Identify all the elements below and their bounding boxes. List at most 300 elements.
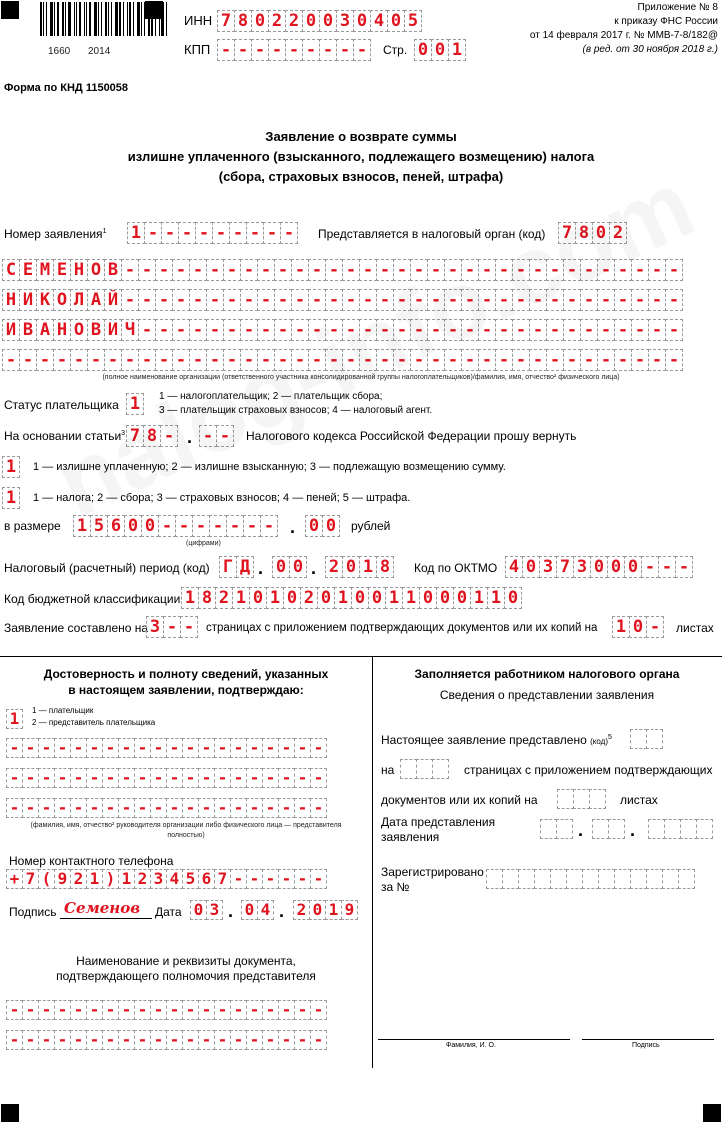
name-row-1-cell[interactable]: О [87, 259, 105, 281]
representative-name-row-3-cell[interactable]: - [6, 798, 23, 818]
registration-number-cells-cell[interactable] [646, 869, 663, 889]
name-row-1-cell[interactable]: - [478, 259, 496, 281]
name-row-3-cell[interactable]: - [291, 319, 309, 341]
name-row-2-cell[interactable]: - [376, 289, 394, 311]
name-row-2-cell[interactable]: - [597, 289, 615, 311]
oktmo-cells-cell[interactable]: - [641, 556, 659, 578]
kbk-cells-cell[interactable]: 1 [181, 587, 199, 609]
representative-name-row-3-cell[interactable]: - [278, 798, 295, 818]
kbk-cells-cell[interactable]: 0 [453, 587, 471, 609]
name-row-2-cell[interactable]: - [240, 289, 258, 311]
name-row-3-cell[interactable]: - [597, 319, 615, 341]
name-row-1-cell[interactable]: - [121, 259, 139, 281]
name-row-2-cell[interactable]: - [427, 289, 445, 311]
name-row-3-cell[interactable]: - [410, 319, 428, 341]
name-row-2-cell[interactable]: - [546, 289, 564, 311]
office-date-year-cell[interactable] [664, 819, 681, 839]
name-row-3-cell[interactable]: - [376, 319, 394, 341]
registration-number-cells-cell[interactable] [486, 869, 503, 889]
doc-row-1-cell[interactable]: - [118, 1000, 135, 1020]
pages-cells[interactable] [146, 616, 197, 638]
name-row-2-cell[interactable]: - [648, 289, 666, 311]
representative-name-row-1-cell[interactable]: - [310, 738, 327, 758]
kpp-cells-cell[interactable]: - [234, 39, 252, 61]
representative-name-row-1-cell[interactable]: - [118, 738, 135, 758]
name-row-2-cell[interactable]: Н [2, 289, 20, 311]
pages-cells-cell[interactable]: - [180, 616, 198, 638]
kbk-cells-cell[interactable]: 1 [266, 587, 284, 609]
article-cells-main-cell[interactable]: 8 [143, 425, 161, 447]
name-row-2-cell[interactable]: - [665, 289, 683, 311]
oktmo-cells[interactable] [505, 556, 692, 578]
representative-name-row-1-cell[interactable]: - [54, 738, 71, 758]
representative-name-row-2-cell[interactable]: - [38, 768, 55, 788]
phone-cells-cell[interactable]: - [230, 869, 247, 889]
name-row-2-cell[interactable]: - [138, 289, 156, 311]
kbk-cells-cell[interactable]: 0 [317, 587, 335, 609]
name-row-4-cell[interactable]: - [308, 349, 326, 371]
doc-row-2-cell[interactable]: - [86, 1030, 103, 1050]
representative-name-row-1-cell[interactable]: - [86, 738, 103, 758]
kpp-cells-cell[interactable]: - [268, 39, 286, 61]
name-row-3-cell[interactable]: - [325, 319, 343, 341]
office-pages-cells-cell[interactable] [400, 759, 417, 779]
name-row-3-cell[interactable]: - [580, 319, 598, 341]
representative-name-row-1-cell[interactable]: - [38, 738, 55, 758]
name-row-3-cell[interactable]: - [138, 319, 156, 341]
representative-name-row-3[interactable] [6, 798, 326, 818]
inn-cells-cell[interactable]: 0 [251, 10, 269, 32]
representative-name-row-3-cell[interactable]: - [118, 798, 135, 818]
name-row-4-cell[interactable]: - [87, 349, 105, 371]
doc-row-2-cell[interactable]: - [22, 1030, 39, 1050]
name-row-2-cell[interactable]: - [189, 289, 207, 311]
name-row-2-cell[interactable]: - [206, 289, 224, 311]
amount-cells-cell[interactable]: - [226, 515, 244, 537]
name-row-1-cell[interactable]: - [359, 259, 377, 281]
name-row-4-cell[interactable]: - [240, 349, 258, 371]
application-number-cells-cell[interactable]: - [178, 222, 196, 244]
representative-name-row-1-cell[interactable]: - [278, 738, 295, 758]
kbk-cells-cell[interactable]: 1 [385, 587, 403, 609]
presented-code-cells[interactable] [630, 729, 662, 749]
name-row-4-cell[interactable]: - [427, 349, 445, 371]
kbk-cells-cell[interactable]: 1 [487, 587, 505, 609]
name-row-1-cell[interactable]: Е [19, 259, 37, 281]
name-row-3-cell[interactable]: - [359, 319, 377, 341]
representative-name-row-2-cell[interactable]: - [230, 768, 247, 788]
oktmo-cells-cell[interactable]: 0 [522, 556, 540, 578]
doc-row-2-cell[interactable]: - [246, 1030, 263, 1050]
name-row-4-cell[interactable]: - [597, 349, 615, 371]
representative-name-row-1-cell[interactable]: - [102, 738, 119, 758]
name-row-1-cell[interactable]: - [376, 259, 394, 281]
representative-name-row-1-cell[interactable]: - [22, 738, 39, 758]
name-row-3-cell[interactable]: - [206, 319, 224, 341]
name-row-4-cell[interactable]: - [410, 349, 428, 371]
registration-number-cells-cell[interactable] [550, 869, 567, 889]
name-row-2-cell[interactable]: - [631, 289, 649, 311]
representative-name-row-2-cell[interactable]: - [86, 768, 103, 788]
application-number-cells-cell[interactable]: - [229, 222, 247, 244]
name-row-4-cell[interactable]: - [648, 349, 666, 371]
name-row-1-cell[interactable]: - [461, 259, 479, 281]
date-year-cells[interactable] [293, 900, 357, 920]
period-cells-year-cell[interactable]: 2 [325, 556, 343, 578]
name-row-1-cell[interactable]: - [410, 259, 428, 281]
inn-cells-cell[interactable]: 0 [302, 10, 320, 32]
doc-row-1-cell[interactable]: - [38, 1000, 55, 1020]
return-type-cell[interactable] [2, 456, 19, 478]
doc-row-1-cell[interactable]: - [246, 1000, 263, 1020]
application-number-cells-cell[interactable]: - [212, 222, 230, 244]
representative-name-row-3-cell[interactable]: - [246, 798, 263, 818]
representative-name-row-1-cell[interactable]: - [134, 738, 151, 758]
office-date-day-cell[interactable] [540, 819, 557, 839]
period-cells-type-cell[interactable]: Г [219, 556, 237, 578]
doc-row-1-cell[interactable]: - [6, 1000, 23, 1020]
amount-cells-cell[interactable]: - [175, 515, 193, 537]
name-row-3-cell[interactable]: - [631, 319, 649, 341]
phone-cells-cell[interactable]: 1 [118, 869, 135, 889]
representative-name-row-3-cell[interactable]: - [166, 798, 183, 818]
registration-number-cells-cell[interactable] [582, 869, 599, 889]
registration-number-cells-cell[interactable] [534, 869, 551, 889]
amount-kopecks-cells-cell[interactable]: 0 [305, 515, 323, 537]
representative-name-row-3-cell[interactable]: - [70, 798, 87, 818]
doc-row-2-cell[interactable]: - [38, 1030, 55, 1050]
representative-name-row-3-cell[interactable]: - [294, 798, 311, 818]
phone-cells-cell[interactable]: ( [38, 869, 55, 889]
name-row-1-cell[interactable]: - [580, 259, 598, 281]
phone-cells-cell[interactable]: 5 [182, 869, 199, 889]
name-row-1-cell[interactable]: С [2, 259, 20, 281]
inn-cells-cell[interactable]: 2 [268, 10, 286, 32]
name-row-4-cell[interactable]: - [546, 349, 564, 371]
name-row-1-cell[interactable]: - [325, 259, 343, 281]
phone-cells-cell[interactable]: + [6, 869, 23, 889]
period-cells-number[interactable] [272, 556, 306, 578]
name-row-1-cell[interactable]: - [206, 259, 224, 281]
kpp-cells[interactable] [217, 39, 370, 61]
oktmo-cells-cell[interactable]: - [675, 556, 693, 578]
application-number-cells-cell[interactable]: - [263, 222, 281, 244]
name-row-3-cell[interactable]: - [427, 319, 445, 341]
office-sheets-cells-cell[interactable] [573, 789, 590, 809]
page-cells[interactable] [414, 39, 465, 61]
date-month-cells-cell[interactable]: 4 [257, 900, 274, 920]
doc-row-2-cell[interactable]: - [294, 1030, 311, 1050]
name-row-4-cell[interactable]: - [172, 349, 190, 371]
representative-name-row-1-cell[interactable]: - [166, 738, 183, 758]
name-row-3-cell[interactable]: - [529, 319, 547, 341]
name-row-3-cell[interactable]: - [512, 319, 530, 341]
oktmo-cells-cell[interactable]: 4 [505, 556, 523, 578]
payment-type-cell[interactable] [2, 487, 19, 509]
name-row-2-cell[interactable]: - [563, 289, 581, 311]
inn-cells-cell[interactable]: 0 [353, 10, 371, 32]
amount-cells-cell[interactable]: - [260, 515, 278, 537]
doc-row-1-cell[interactable]: - [86, 1000, 103, 1020]
name-row-2-cell[interactable]: О [53, 289, 71, 311]
office-date-year[interactable] [648, 819, 712, 839]
doc-row-1-cell[interactable]: - [22, 1000, 39, 1020]
office-pages-cells-cell[interactable] [416, 759, 433, 779]
name-row-1-cell[interactable]: - [172, 259, 190, 281]
name-row-4-cell[interactable]: - [580, 349, 598, 371]
representative-name-row-1-cell[interactable]: - [6, 738, 23, 758]
representative-name-row-2-cell[interactable]: - [198, 768, 215, 788]
doc-row-1[interactable] [6, 1000, 326, 1020]
kbk-cells-cell[interactable]: 0 [351, 587, 369, 609]
name-row-2-cell[interactable]: - [155, 289, 173, 311]
name-row-3-cell[interactable]: Ч [121, 319, 139, 341]
kbk-cells-cell[interactable]: 0 [504, 587, 522, 609]
representative-name-row-3-cell[interactable]: - [230, 798, 247, 818]
kpp-cells-cell[interactable]: - [336, 39, 354, 61]
name-row-3-cell[interactable]: - [257, 319, 275, 341]
kbk-cells-cell[interactable]: 0 [249, 587, 267, 609]
name-row-2-cell[interactable]: - [495, 289, 513, 311]
phone-cells[interactable] [6, 869, 326, 889]
name-row-2-cell[interactable]: - [257, 289, 275, 311]
name-row-3-cell[interactable]: - [223, 319, 241, 341]
name-row-3-cell[interactable]: Н [53, 319, 71, 341]
name-row-4-cell[interactable]: - [461, 349, 479, 371]
inn-cells-cell[interactable]: 4 [370, 10, 388, 32]
name-row-3-cell[interactable]: - [274, 319, 292, 341]
period-cells-year[interactable] [325, 556, 393, 578]
doc-row-2-cell[interactable]: - [118, 1030, 135, 1050]
representative-name-row-1-cell[interactable]: - [214, 738, 231, 758]
representative-name-row-3-cell[interactable]: - [54, 798, 71, 818]
page-cells-cell[interactable]: 0 [414, 39, 432, 61]
application-number-cells-cell[interactable]: - [144, 222, 162, 244]
oktmo-cells-cell[interactable]: 0 [590, 556, 608, 578]
name-row-2-cell[interactable]: Й [104, 289, 122, 311]
representative-name-row-2-cell[interactable]: - [262, 768, 279, 788]
name-row-4-cell[interactable]: - [104, 349, 122, 371]
registration-number-cells-cell[interactable] [662, 869, 679, 889]
application-number-cells-cell[interactable]: - [246, 222, 264, 244]
name-row-3-cell[interactable]: - [614, 319, 632, 341]
period-cells-number-cell[interactable]: 0 [289, 556, 307, 578]
name-row-3-cell[interactable]: - [546, 319, 564, 341]
representative-name-row-2-cell[interactable]: - [102, 768, 119, 788]
phone-cells-cell[interactable]: ) [102, 869, 119, 889]
application-number-cells-cell[interactable]: - [161, 222, 179, 244]
presented-code-cells-cell[interactable] [646, 729, 663, 749]
name-row-1-cell[interactable]: - [427, 259, 445, 281]
name-row-2-cell[interactable]: - [325, 289, 343, 311]
application-number-cells-cell[interactable]: - [195, 222, 213, 244]
name-row-3-cell[interactable]: - [495, 319, 513, 341]
kbk-cells-cell[interactable]: 0 [283, 587, 301, 609]
period-cells-type[interactable] [219, 556, 253, 578]
name-row-3-cell[interactable]: - [308, 319, 326, 341]
representative-name-row-1-cell[interactable]: - [262, 738, 279, 758]
tax-authority-cells-cell[interactable]: 2 [609, 222, 627, 244]
doc-row-1-cell[interactable]: - [278, 1000, 295, 1020]
name-row-3-cell[interactable]: - [155, 319, 173, 341]
registration-number-cells-cell[interactable] [614, 869, 631, 889]
kbk-cells-cell[interactable]: 1 [402, 587, 420, 609]
amount-cells-cell[interactable]: - [158, 515, 176, 537]
name-row-4-cell[interactable]: - [376, 349, 394, 371]
doc-row-1-cell[interactable]: - [70, 1000, 87, 1020]
amount-kopecks-cells[interactable] [305, 515, 339, 537]
office-date-month-cell[interactable] [608, 819, 625, 839]
name-row-2-cell[interactable]: - [274, 289, 292, 311]
amount-cells-cell[interactable]: 0 [124, 515, 142, 537]
period-cells-type-cell[interactable]: Д [236, 556, 254, 578]
representative-name-row-3-cell[interactable]: - [214, 798, 231, 818]
amount-cells-cell[interactable]: 1 [73, 515, 91, 537]
signer-type-cell[interactable] [6, 709, 22, 729]
article-cells-part-cell[interactable]: - [199, 425, 217, 447]
representative-name-row-2-cell[interactable]: - [294, 768, 311, 788]
name-row-1-cell[interactable]: - [155, 259, 173, 281]
phone-cells-cell[interactable]: 2 [70, 869, 87, 889]
representative-name-row-2[interactable] [6, 768, 326, 788]
representative-name-row-3-cell[interactable]: - [262, 798, 279, 818]
date-day-cells-cell[interactable]: 0 [190, 900, 207, 920]
kbk-cells-cell[interactable]: 1 [232, 587, 250, 609]
name-row-2-cell[interactable]: - [308, 289, 326, 311]
doc-row-1-cell[interactable]: - [198, 1000, 215, 1020]
amount-cells-cell[interactable]: - [209, 515, 227, 537]
period-cells-year-cell[interactable]: 1 [359, 556, 377, 578]
name-row-4-cell[interactable]: - [631, 349, 649, 371]
representative-name-row-2-cell[interactable]: - [310, 768, 327, 788]
inn-cells-cell[interactable]: 0 [387, 10, 405, 32]
status-cell-cell[interactable]: 1 [126, 393, 144, 415]
phone-cells-cell[interactable]: 4 [166, 869, 183, 889]
office-date-day[interactable] [540, 819, 572, 839]
kpp-cells-cell[interactable]: - [251, 39, 269, 61]
name-row-4-cell[interactable]: - [223, 349, 241, 371]
registration-number-cells-cell[interactable] [598, 869, 615, 889]
name-row-1-cell[interactable]: - [393, 259, 411, 281]
doc-row-2-cell[interactable]: - [54, 1030, 71, 1050]
office-pages-cells-cell[interactable] [432, 759, 449, 779]
amount-cells-cell[interactable]: - [243, 515, 261, 537]
name-row-2-cell[interactable]: - [172, 289, 190, 311]
name-row-4-cell[interactable]: - [444, 349, 462, 371]
phone-cells-cell[interactable]: - [262, 869, 279, 889]
inn-cells-cell[interactable]: 3 [336, 10, 354, 32]
name-row-1-cell[interactable]: - [291, 259, 309, 281]
name-row-1-cell[interactable]: - [495, 259, 513, 281]
name-row-1-cell[interactable]: - [648, 259, 666, 281]
name-row-4-cell[interactable]: - [155, 349, 173, 371]
name-row-2-cell[interactable]: - [461, 289, 479, 311]
oktmo-cells-cell[interactable]: 0 [607, 556, 625, 578]
inn-cells-cell[interactable]: 8 [234, 10, 252, 32]
representative-name-row-2-cell[interactable]: - [6, 768, 23, 788]
date-year-cells-cell[interactable]: 2 [293, 900, 310, 920]
phone-cells-cell[interactable]: - [278, 869, 295, 889]
name-row-4-cell[interactable]: - [121, 349, 139, 371]
application-number-cells[interactable] [127, 222, 297, 244]
sheets-cells-cell[interactable]: - [646, 616, 664, 638]
name-row-1-cell[interactable]: М [36, 259, 54, 281]
name-row-2-cell[interactable]: - [359, 289, 377, 311]
name-row-1-cell[interactable]: - [240, 259, 258, 281]
representative-name-row-2-cell[interactable]: - [278, 768, 295, 788]
oktmo-cells-cell[interactable]: 3 [573, 556, 591, 578]
name-row-1-cell[interactable]: - [597, 259, 615, 281]
doc-row-2-cell[interactable]: - [102, 1030, 119, 1050]
representative-name-row-1-cell[interactable]: - [294, 738, 311, 758]
name-row-4-cell[interactable]: - [206, 349, 224, 371]
name-row-2-cell[interactable]: - [529, 289, 547, 311]
doc-row-2-cell[interactable]: - [70, 1030, 87, 1050]
doc-row-1-cell[interactable]: - [166, 1000, 183, 1020]
kbk-cells-cell[interactable]: 0 [368, 587, 386, 609]
name-row-4-cell[interactable]: - [189, 349, 207, 371]
representative-name-row-3-cell[interactable]: - [198, 798, 215, 818]
name-row-2-cell[interactable]: К [36, 289, 54, 311]
representative-name-row-1-cell[interactable]: - [230, 738, 247, 758]
representative-name-row-2-cell[interactable]: - [166, 768, 183, 788]
inn-cells[interactable] [217, 10, 421, 32]
name-row-1-cell[interactable]: - [189, 259, 207, 281]
doc-row-1-cell[interactable]: - [230, 1000, 247, 1020]
doc-row-2-cell[interactable]: - [134, 1030, 151, 1050]
doc-row-2-cell[interactable]: - [278, 1030, 295, 1050]
name-row-3-cell[interactable]: В [87, 319, 105, 341]
name-row-4-cell[interactable]: - [291, 349, 309, 371]
period-cells-year-cell[interactable]: 8 [376, 556, 394, 578]
name-row-1-cell[interactable]: - [614, 259, 632, 281]
name-row-3-cell[interactable]: - [648, 319, 666, 341]
name-row-1-cell[interactable]: - [563, 259, 581, 281]
name-row-1-cell[interactable]: - [257, 259, 275, 281]
representative-name-row-3-cell[interactable]: - [86, 798, 103, 818]
representative-name-row-1-cell[interactable]: - [198, 738, 215, 758]
date-year-cells-cell[interactable]: 1 [325, 900, 342, 920]
name-row-4-cell[interactable]: - [53, 349, 71, 371]
representative-name-row-3-cell[interactable]: - [182, 798, 199, 818]
registration-number-cells[interactable] [486, 869, 694, 889]
name-row-4-cell[interactable]: - [274, 349, 292, 371]
doc-row-2-cell[interactable]: - [310, 1030, 327, 1050]
name-row-2-cell[interactable]: - [478, 289, 496, 311]
kpp-cells-cell[interactable]: - [285, 39, 303, 61]
doc-row-1-cell[interactable]: - [262, 1000, 279, 1020]
name-row-1-cell[interactable]: - [342, 259, 360, 281]
phone-cells-cell[interactable]: 6 [198, 869, 215, 889]
name-row-4-cell[interactable]: - [257, 349, 275, 371]
sheets-cells-cell[interactable]: 1 [612, 616, 630, 638]
name-row-4-cell[interactable]: - [512, 349, 530, 371]
name-row-4-cell[interactable]: - [393, 349, 411, 371]
amount-cells-cell[interactable]: 0 [141, 515, 159, 537]
phone-cells-cell[interactable]: - [294, 869, 311, 889]
name-row-3-cell[interactable]: - [172, 319, 190, 341]
representative-name-row-3-cell[interactable]: - [102, 798, 119, 818]
tax-authority-cells-cell[interactable]: 8 [575, 222, 593, 244]
name-row-2-cell[interactable]: - [512, 289, 530, 311]
name-row-4-cell[interactable]: - [665, 349, 683, 371]
kbk-cells-cell[interactable]: 8 [198, 587, 216, 609]
name-row-2-cell[interactable]: - [580, 289, 598, 311]
date-month-cells[interactable] [241, 900, 273, 920]
amount-cells-cell[interactable]: 5 [90, 515, 108, 537]
name-row-3-cell[interactable]: - [240, 319, 258, 341]
date-day-cells[interactable] [190, 900, 222, 920]
